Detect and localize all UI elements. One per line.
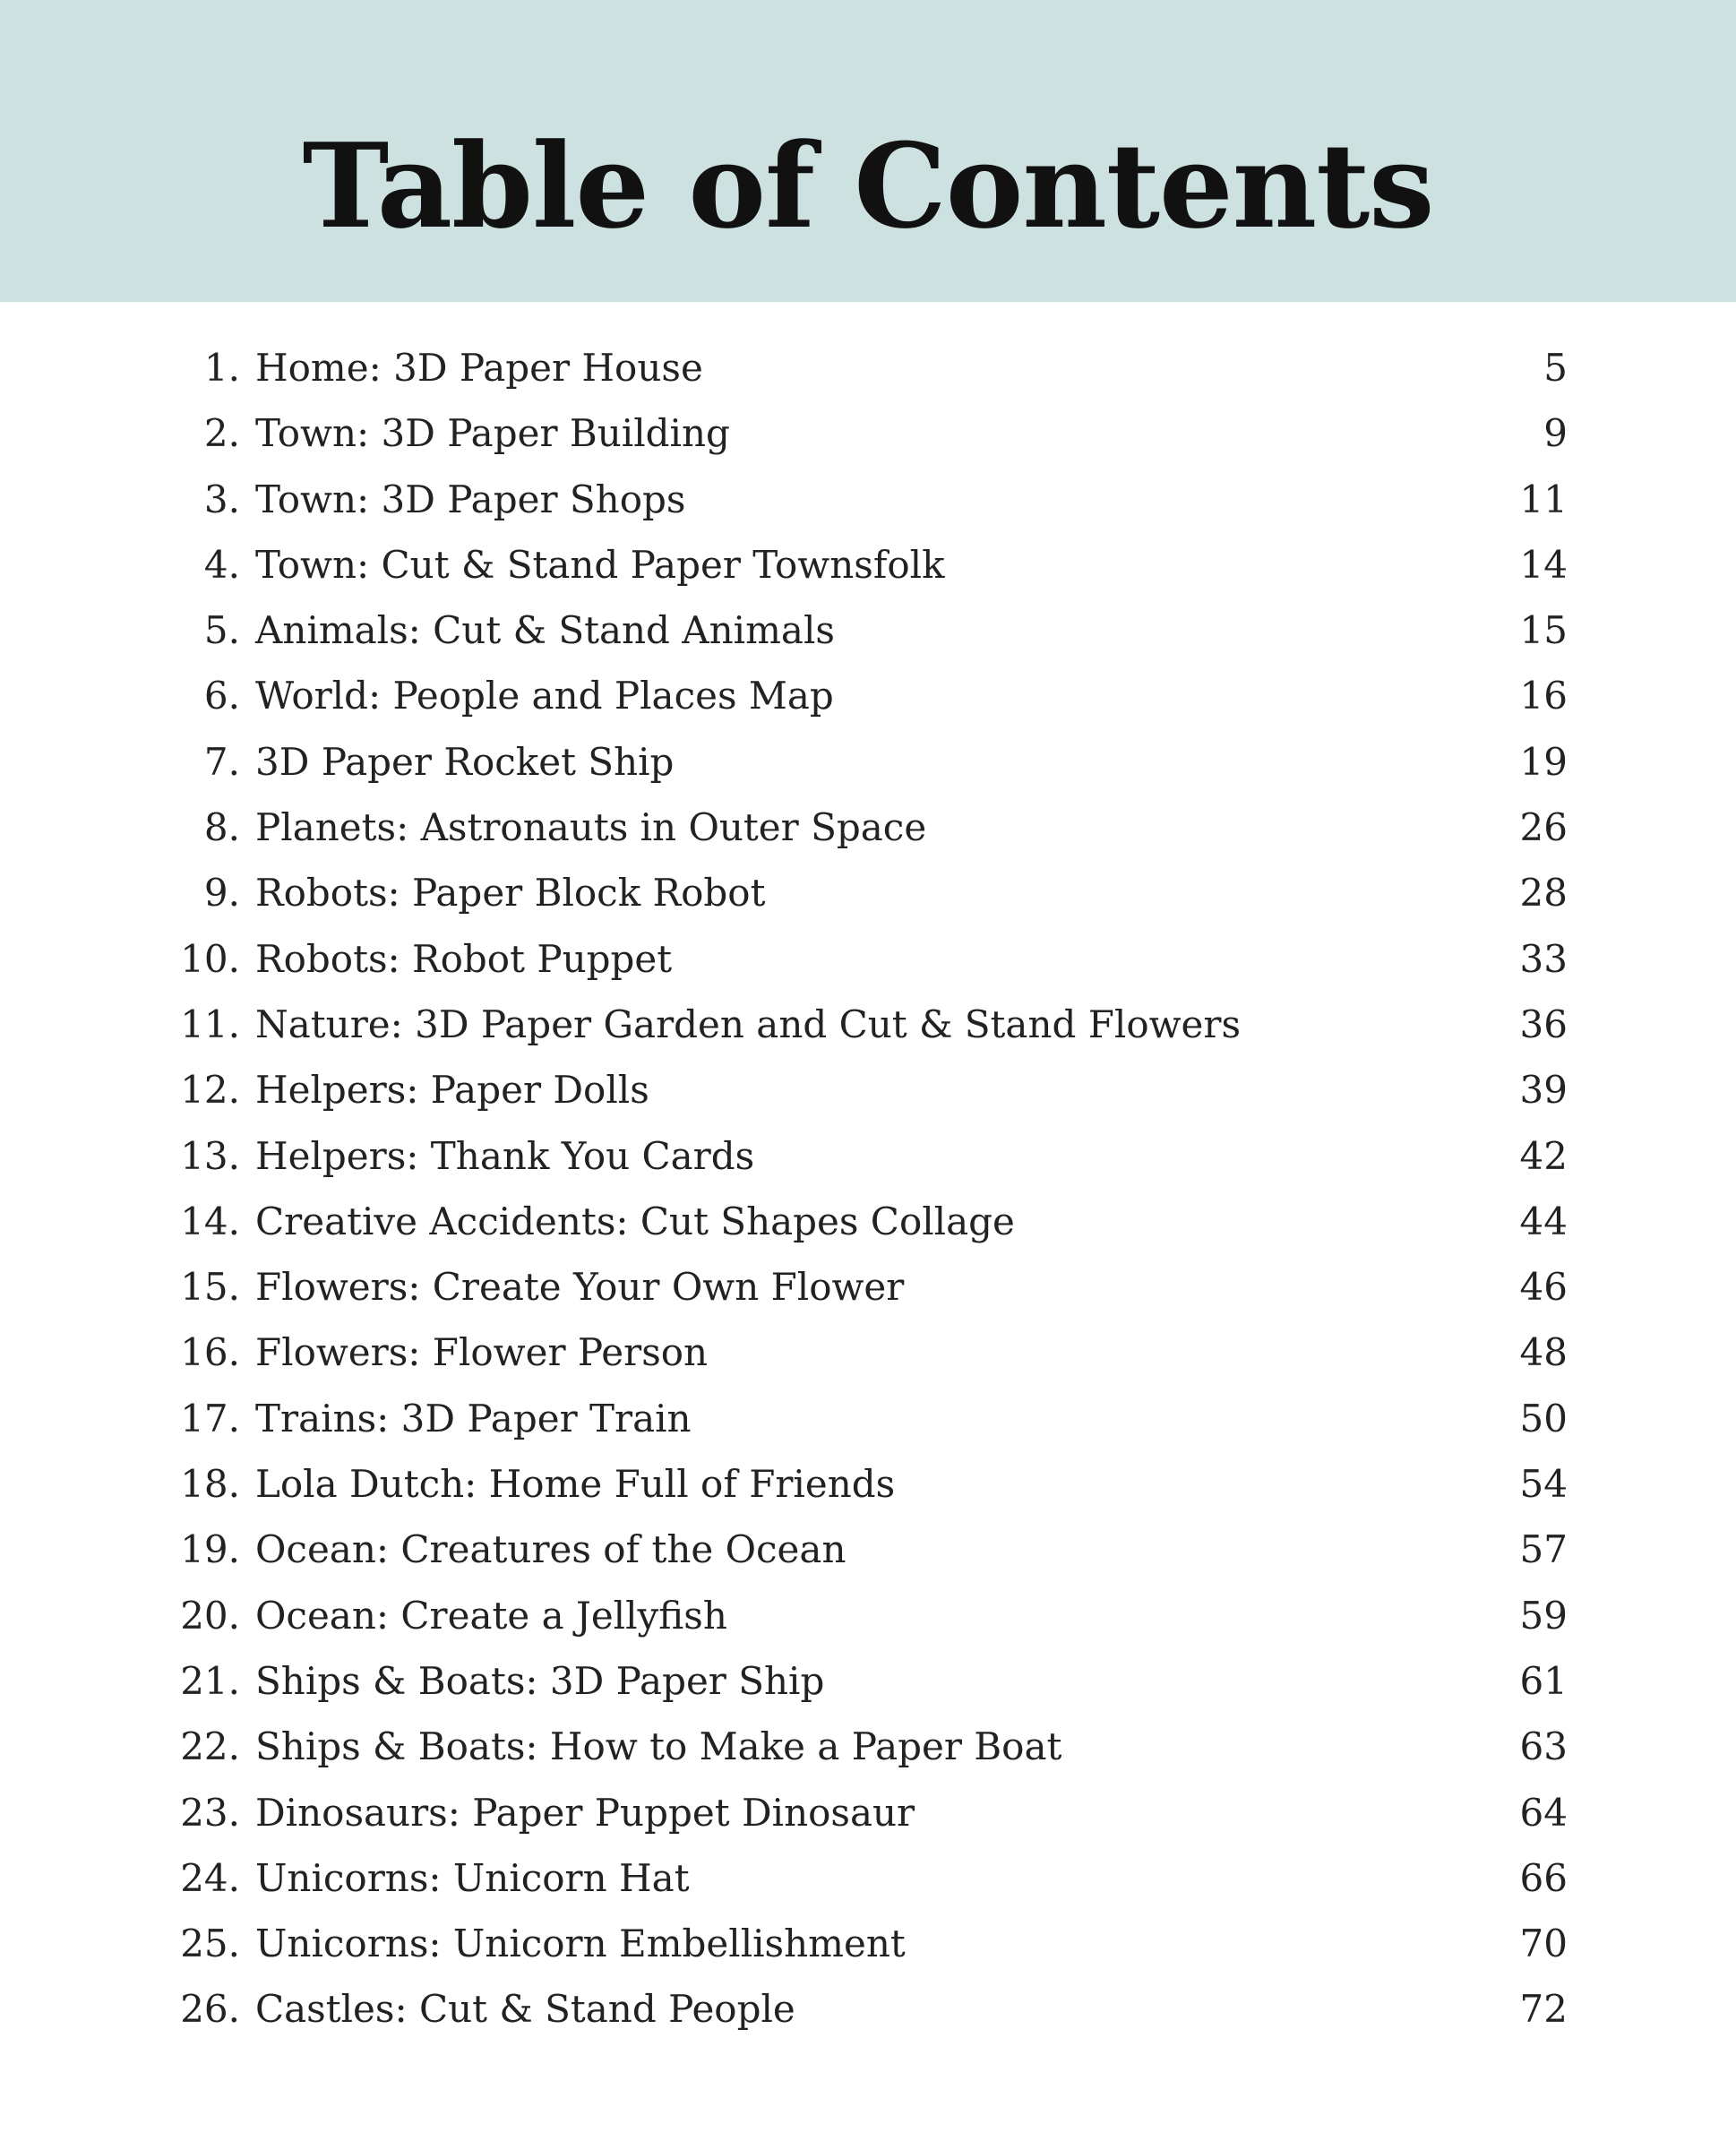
toc-entry-page: 36 bbox=[1519, 1002, 1568, 1046]
toc-entry bbox=[0, 1254, 1736, 1320]
toc-entry bbox=[0, 795, 1736, 860]
toc-entry bbox=[0, 598, 1736, 663]
toc-entry-title: Planets: Astronauts in Outer Space bbox=[255, 805, 927, 850]
toc-entry-title: Dinosaurs: Paper Puppet Dinosaur bbox=[255, 1790, 915, 1835]
toc-entry-page: 11 bbox=[1519, 477, 1568, 521]
toc-entry bbox=[0, 860, 1736, 925]
toc-entry-title: Town: 3D Paper Shops bbox=[255, 477, 686, 521]
toc-entry-title: Robots: Robot Puppet bbox=[255, 936, 673, 981]
toc-entry-title: Lola Dutch: Home Full of Friends bbox=[255, 1462, 896, 1507]
toc-entry bbox=[0, 1451, 1736, 1517]
toc-entry-page: 66 bbox=[1519, 1855, 1568, 1900]
toc-entry-page: 28 bbox=[1519, 871, 1568, 916]
toc-entry-page: 63 bbox=[1519, 1724, 1568, 1769]
header-band bbox=[0, 0, 1736, 302]
toc-entry-page: 46 bbox=[1519, 1265, 1568, 1310]
toc-entry-number: 12. bbox=[180, 1068, 240, 1113]
toc-entry bbox=[0, 1057, 1736, 1122]
toc-entry-title: Robots: Paper Block Robot bbox=[255, 871, 766, 916]
toc-entry-page: 54 bbox=[1519, 1462, 1568, 1507]
toc-entry-number: 20. bbox=[180, 1593, 240, 1638]
toc-entry bbox=[0, 467, 1736, 532]
toc-entry-number: 10. bbox=[180, 936, 240, 981]
toc-entry bbox=[0, 335, 1736, 400]
toc-entry-number: 23. bbox=[180, 1790, 240, 1835]
toc-entry-title: Ships & Boats: 3D Paper Ship bbox=[255, 1658, 825, 1703]
toc-entry-title: Unicorns: Unicorn Embellishment bbox=[255, 1922, 906, 1966]
toc-entry-page: 42 bbox=[1519, 1133, 1568, 1178]
table-of-contents bbox=[0, 335, 1736, 2042]
toc-entry-page: 16 bbox=[1519, 674, 1568, 718]
toc-entry-page: 57 bbox=[1519, 1527, 1568, 1572]
toc-entry-title: Ocean: Create a Jellyfish bbox=[255, 1593, 727, 1638]
toc-entry-title: Ocean: Creatures of the Ocean bbox=[255, 1527, 847, 1572]
toc-entry-number: 25. bbox=[180, 1922, 240, 1966]
toc-entry-number: 9. bbox=[203, 871, 240, 916]
toc-entry-page: 59 bbox=[1519, 1593, 1568, 1638]
toc-entry bbox=[0, 400, 1736, 466]
toc-entry-page: 14 bbox=[1519, 542, 1568, 587]
toc-entry-number: 6. bbox=[203, 674, 240, 718]
toc-entry bbox=[0, 1976, 1736, 2042]
toc-entry-title: 3D Paper Rocket Ship bbox=[255, 739, 675, 784]
toc-entry-number: 18. bbox=[180, 1462, 240, 1507]
toc-entry-title: Nature: 3D Paper Garden and Cut & Stand Flowers bbox=[255, 1002, 1242, 1046]
toc-entry-page: 61 bbox=[1519, 1658, 1568, 1703]
toc-entry-number: 24. bbox=[180, 1855, 240, 1900]
toc-entry-number: 16. bbox=[180, 1330, 240, 1375]
toc-entry-page: 19 bbox=[1519, 739, 1568, 784]
toc-entry-page: 5 bbox=[1543, 346, 1568, 390]
toc-entry-title: World: People and Places Map bbox=[255, 674, 834, 718]
toc-entry bbox=[0, 926, 1736, 992]
toc-entry-number: 4. bbox=[203, 542, 240, 587]
toc-entry bbox=[0, 1320, 1736, 1385]
toc-entry bbox=[0, 729, 1736, 795]
toc-entry-number: 7. bbox=[203, 739, 240, 784]
toc-entry bbox=[0, 992, 1736, 1057]
toc-entry-title: Creative Accidents: Cut Shapes Collage bbox=[255, 1199, 1015, 1243]
page-title: Table of Contents bbox=[302, 117, 1434, 254]
toc-entry-number: 15. bbox=[180, 1265, 240, 1310]
toc-entry-title: Town: Cut & Stand Paper Townsfolk bbox=[255, 542, 945, 587]
toc-entry-page: 44 bbox=[1519, 1199, 1568, 1243]
toc-entry-number: 13. bbox=[180, 1133, 240, 1178]
toc-entry bbox=[0, 1780, 1736, 1845]
toc-entry-title: Animals: Cut & Stand Animals bbox=[255, 608, 835, 653]
toc-entry-number: 17. bbox=[180, 1396, 240, 1440]
toc-entry bbox=[0, 1911, 1736, 1976]
toc-entry-number: 3. bbox=[203, 477, 240, 521]
toc-entry-title: Home: 3D Paper House bbox=[255, 346, 703, 390]
toc-entry-number: 1. bbox=[203, 346, 240, 390]
toc-entry-page: 39 bbox=[1519, 1068, 1568, 1113]
toc-entry-page: 15 bbox=[1519, 608, 1568, 653]
toc-entry bbox=[0, 532, 1736, 598]
toc-entry bbox=[0, 1189, 1736, 1254]
toc-entry-page: 50 bbox=[1519, 1396, 1568, 1440]
toc-entry-title: Town: 3D Paper Building bbox=[255, 411, 730, 456]
toc-entry-title: Helpers: Thank You Cards bbox=[255, 1133, 755, 1178]
toc-entry bbox=[0, 1845, 1736, 1911]
toc-entry bbox=[0, 1648, 1736, 1714]
toc-entry-page: 9 bbox=[1543, 411, 1568, 456]
toc-entry-title: Castles: Cut & Stand People bbox=[255, 1987, 795, 2032]
toc-entry bbox=[0, 1583, 1736, 1648]
toc-entry bbox=[0, 1517, 1736, 1582]
toc-entry-page: 48 bbox=[1519, 1330, 1568, 1375]
toc-entry-page: 64 bbox=[1519, 1790, 1568, 1835]
toc-entry-title: Unicorns: Unicorn Hat bbox=[255, 1855, 690, 1900]
toc-entry-page: 26 bbox=[1519, 805, 1568, 850]
toc-entry-page: 70 bbox=[1519, 1922, 1568, 1966]
toc-entry-number: 26. bbox=[180, 1987, 240, 2032]
toc-entry-title: Trains: 3D Paper Train bbox=[255, 1396, 692, 1440]
toc-entry bbox=[0, 1714, 1736, 1779]
toc-entry-title: Flowers: Flower Person bbox=[255, 1330, 709, 1375]
toc-entry-number: 14. bbox=[180, 1199, 240, 1243]
toc-entry-title: Ships & Boats: How to Make a Paper Boat bbox=[255, 1724, 1062, 1769]
toc-entry-number: 2. bbox=[203, 411, 240, 456]
toc-entry-number: 8. bbox=[203, 805, 240, 850]
toc-entry bbox=[0, 1123, 1736, 1189]
toc-entry-title: Flowers: Create Your Own Flower bbox=[255, 1265, 905, 1310]
toc-entry-number: 22. bbox=[180, 1724, 240, 1769]
toc-entry-number: 21. bbox=[180, 1658, 240, 1703]
toc-entry-page: 72 bbox=[1519, 1987, 1568, 2032]
toc-entry bbox=[0, 663, 1736, 728]
toc-entry-number: 5. bbox=[203, 608, 240, 653]
toc-entry-number: 19. bbox=[180, 1527, 240, 1572]
toc-entry-page: 33 bbox=[1519, 936, 1568, 981]
toc-entry-title: Helpers: Paper Dolls bbox=[255, 1068, 649, 1113]
toc-entry-number: 11. bbox=[180, 1002, 240, 1046]
toc-entry bbox=[0, 1386, 1736, 1451]
